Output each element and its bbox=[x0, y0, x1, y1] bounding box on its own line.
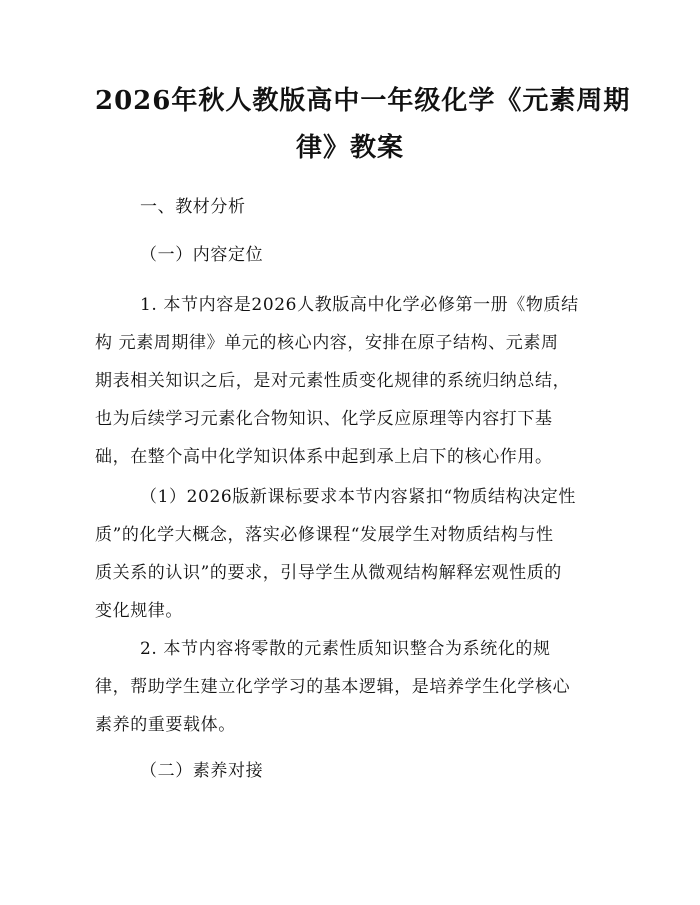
item-1-sub-line-1: （1）2026版新课标要求本节内容紧扣“物质结构决定性 bbox=[140, 487, 576, 507]
item-1-sub-line-2: 质”的化学大概念，落实必修课程“发展学生对物质结构与性 bbox=[95, 525, 554, 545]
subsection-heading-literacy-connection: （二）素养对接 bbox=[140, 761, 264, 781]
item-2-line-1: 2. 本节内容将零散的元素性质知识整合为系统化的规 bbox=[140, 639, 551, 659]
section-heading-teaching-material-analysis: 一、教材分析 bbox=[140, 197, 246, 217]
item-2-line-2: 律，帮助学生建立化学学习的基本逻辑，是培养学生化学核心 bbox=[95, 677, 571, 697]
item-1-line-2: 构 元素周期律》单元的核心内容，安排在原子结构、元素周 bbox=[95, 333, 559, 353]
document-title-line-1: 2026年秋人教版高中一年级化学《元素周期 bbox=[95, 86, 631, 116]
item-1-line-5: 础，在整个高中化学知识体系中起到承上启下的核心作用。 bbox=[95, 447, 553, 467]
item-1-line-1: 1. 本节内容是2026人教版高中化学必修第一册《物质结 bbox=[140, 295, 579, 315]
item-1-sub-line-3: 质关系的认识”的要求，引导学生从微观结构解释宏观性质的 bbox=[95, 563, 562, 583]
subsection-heading-content-positioning: （一）内容定位 bbox=[140, 245, 264, 265]
item-1-line-4: 也为后续学习元素化合物知识、化学反应原理等内容打下基 bbox=[95, 409, 553, 429]
item-1-line-3: 期表相关知识之后，是对元素性质变化规律的系统归纳总结， bbox=[95, 371, 571, 391]
document-title-line-2: 律》教案 bbox=[295, 133, 404, 163]
item-2-line-3: 素养的重要载体。 bbox=[95, 715, 236, 735]
item-1-sub-line-4: 变化规律。 bbox=[95, 601, 183, 621]
